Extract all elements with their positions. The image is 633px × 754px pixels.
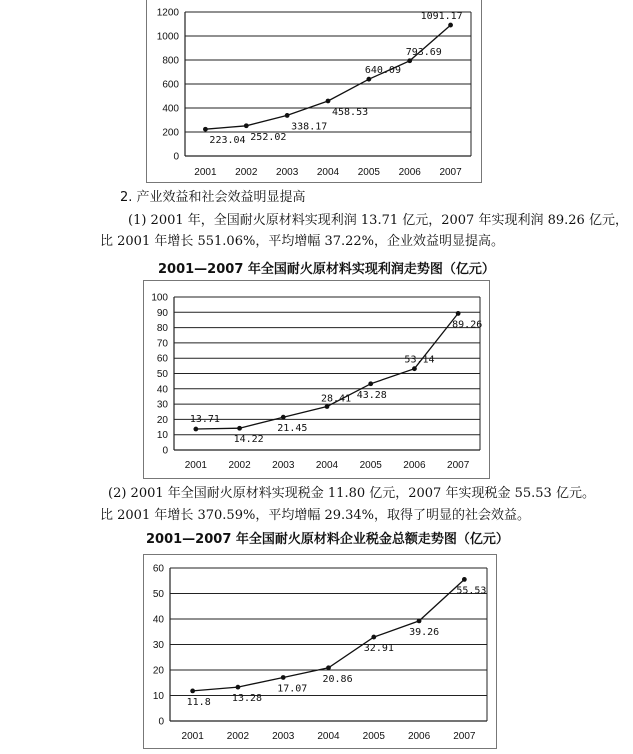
paragraph-1-line-2: 比 2001 年增长 551.06%，平均增幅 37.22%，企业效益明显提高。 <box>100 234 505 249</box>
chart-2-series-line <box>196 313 458 429</box>
chart-2-data-point <box>193 427 198 432</box>
chart-2-data-point <box>368 381 373 386</box>
chart-2-y-tick-label: 50 <box>156 369 168 380</box>
chart-2-y-tick-label: 70 <box>156 338 168 350</box>
chart-2-data-point <box>456 311 461 316</box>
chart-3-data-point <box>326 665 331 670</box>
chart-3-y-tick-label: 60 <box>152 563 164 575</box>
chart-2-y-tick-label: 100 <box>151 292 168 304</box>
chart-1-data-label: 252.02 <box>250 131 287 143</box>
chart-3-data-label: 55.53 <box>456 585 487 597</box>
chart-3-data-point <box>371 635 376 640</box>
chart-3-y-tick-label: 50 <box>152 589 164 600</box>
chart-3-y-tick-label: 30 <box>152 640 164 651</box>
chart-2-x-tick-label: 2005 <box>359 460 382 471</box>
chart-1-x-tick-label: 2006 <box>398 167 421 178</box>
chart-2-data-label: 28.41 <box>321 393 352 405</box>
chart-1-x-tick-label: 2007 <box>439 167 462 178</box>
chart-1-x-tick-label: 2003 <box>276 167 299 178</box>
chart-2-x-tick-label: 2004 <box>315 460 339 471</box>
chart-2-y-tick-label: 20 <box>156 414 168 426</box>
chart-3-data-label: 11.8 <box>186 696 211 708</box>
chart-3-y-tick-label: 10 <box>152 691 164 702</box>
chart-1-data-label: 223.04 <box>209 135 246 147</box>
chart-3-data-label: 20.86 <box>322 673 353 685</box>
chart-3-y-tick-label: 0 <box>158 716 164 728</box>
chart-2-title: 2001—2007 年全国耐火原材料实现利润走势图（亿元） <box>158 262 495 277</box>
chart-1-data-label: 458.53 <box>332 106 369 118</box>
chart-1-x-tick-label: 2002 <box>235 167 258 178</box>
chart-2-data-point <box>412 366 417 371</box>
chart-3-x-tick-label: 2007 <box>453 731 476 742</box>
section-heading: 2. 产业效益和社会效益明显提高 <box>120 190 306 205</box>
chart-1-x-tick-label: 2004 <box>316 167 340 178</box>
chart-1-y-tick-label: 1200 <box>156 7 179 19</box>
chart-1-data-label: 1091.17 <box>420 11 463 23</box>
chart-1-y-tick-label: 200 <box>162 127 179 139</box>
chart-1-series-line <box>205 25 450 129</box>
chart-2-data-label: 89.26 <box>452 319 483 331</box>
chart-2-y-tick-label: 30 <box>156 399 168 411</box>
chart-2-data-point <box>325 404 330 409</box>
chart-2-data-label: 43.28 <box>356 389 387 401</box>
chart-3-data-point <box>462 577 467 582</box>
chart-2-data-label: 21.45 <box>277 423 308 435</box>
chart-2-svg <box>144 281 489 478</box>
chart-1-data-point <box>285 113 290 118</box>
chart-2-y-tick-label: 90 <box>156 307 168 319</box>
chart-1-svg <box>147 0 481 182</box>
chart-1-y-tick-label: 1000 <box>156 31 179 43</box>
chart-2-container <box>143 280 490 479</box>
chart-3-title: 2001—2007 年全国耐火原材料企业税金总额走势图（亿元） <box>146 532 509 547</box>
chart-3-x-tick-label: 2002 <box>226 731 250 742</box>
chart-1-y-tick-label: 0 <box>173 151 179 163</box>
chart-1-x-tick-label: 2001 <box>194 167 217 178</box>
chart-1-data-point <box>326 99 331 104</box>
chart-2-data-point <box>237 426 242 431</box>
chart-3-x-tick-label: 2001 <box>181 731 204 742</box>
chart-2-y-tick-label: 80 <box>156 323 168 335</box>
chart-3-data-label: 39.26 <box>409 626 440 638</box>
chart-1-y-tick-label: 400 <box>162 103 179 115</box>
chart-1-data-point <box>366 77 371 82</box>
chart-2-x-tick-label: 2002 <box>228 460 251 471</box>
paragraph-1-line-1: (1) 2001 年，全国耐火原材料实现利润 13.71 亿元，2007 年实现利润 89.26 亿元， <box>128 213 628 228</box>
chart-3-x-tick-label: 2005 <box>362 731 385 742</box>
chart-2-data-point <box>281 415 286 420</box>
chart-2-data-label: 14.22 <box>233 434 264 446</box>
chart-3-x-tick-label: 2003 <box>272 731 295 742</box>
chart-3-x-tick-label: 2004 <box>317 731 340 742</box>
chart-3-data-point <box>236 685 241 690</box>
chart-1-data-point <box>244 123 249 128</box>
chart-2-x-tick-label: 2001 <box>184 460 207 471</box>
chart-2-y-tick-label: 10 <box>156 430 168 442</box>
chart-1-data-point <box>448 23 453 28</box>
paragraph-2-line-2: 比 2001 年增长 370.59%，平均增幅 29.34%，取得了明显的社会效益。 <box>100 508 531 523</box>
chart-3-svg <box>144 555 496 748</box>
chart-1-x-tick-label: 2005 <box>357 167 380 178</box>
chart-2-y-tick-label: 0 <box>162 445 168 457</box>
paragraph-2-line-1: (2) 2001 年全国耐火原材料实现税金 11.80 亿元，2007 年实现税金 55.53 亿元。 <box>108 486 595 501</box>
chart-3-x-tick-label: 2006 <box>407 731 431 742</box>
chart-1-y-tick-label: 600 <box>162 79 179 91</box>
chart-3-data-label: 13.28 <box>231 693 263 705</box>
chart-3-y-tick-label: 20 <box>152 665 164 677</box>
chart-1-data-point <box>407 58 412 63</box>
chart-2-x-tick-label: 2003 <box>272 460 295 471</box>
chart-1-data-label: 793.69 <box>405 46 442 58</box>
chart-1-container <box>146 0 482 183</box>
chart-2-data-label: 53.14 <box>404 354 435 366</box>
chart-3-data-label: 32.91 <box>363 643 394 655</box>
chart-2-data-label: 13.71 <box>189 414 220 426</box>
chart-3-data-label: 17.07 <box>277 683 308 695</box>
chart-3-data-point <box>190 689 195 694</box>
chart-2-y-tick-label: 40 <box>156 384 168 396</box>
chart-1-data-label: 640.09 <box>364 65 401 77</box>
chart-3-data-point <box>417 618 422 623</box>
chart-3-container <box>143 554 497 749</box>
chart-1-data-point <box>203 127 208 132</box>
chart-2-x-tick-label: 2007 <box>447 460 470 471</box>
chart-1-y-tick-label: 800 <box>162 55 179 67</box>
chart-2-y-tick-label: 60 <box>156 353 168 365</box>
chart-3-y-tick-label: 40 <box>152 614 164 626</box>
chart-1-data-label: 338.17 <box>291 121 328 133</box>
chart-2-x-tick-label: 2006 <box>403 460 426 471</box>
chart-3-data-point <box>281 675 286 680</box>
